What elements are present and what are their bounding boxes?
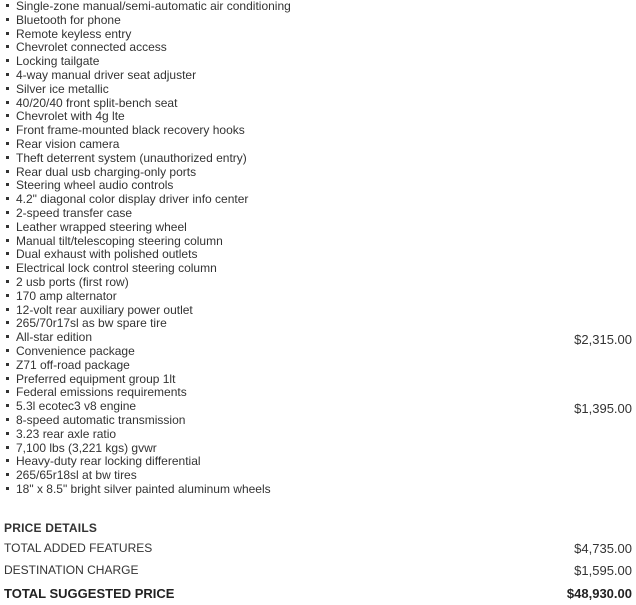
bullet-icon [6,114,9,117]
feature-item [0,290,636,304]
feature-label: Dual exhaust with polished outlets [16,247,198,262]
feature-label: 40/20/40 front split-bench seat [16,95,178,110]
feature-label: Federal emissions requirements [16,385,187,400]
bullet-icon [6,59,9,62]
feature-label: 12-volt rear auxiliary power outlet [16,302,193,317]
feature-price: $2,315.00 [574,332,632,348]
feature-item [0,317,636,331]
bullet-icon [6,363,9,366]
feature-label: Remote keyless entry [16,26,132,41]
bullet-icon [6,211,9,214]
bullet-icon [6,335,9,338]
total-suggested-price-value: $48,930.00 [566,586,632,601]
feature-item [0,0,636,14]
total-suggested-price-label: TOTAL SUGGESTED PRICE [4,586,175,601]
price-details-title: PRICE DETAILS [4,521,98,535]
feature-item [0,207,636,221]
feature-item [0,276,636,290]
bullet-icon [6,404,9,407]
feature-price: $1,395.00 [574,401,632,417]
feature-item [0,345,636,359]
bullet-icon [6,459,9,462]
total-added-features-label: TOTAL ADDED FEATURES [4,541,153,555]
feature-label: 2-speed transfer case [16,206,133,220]
feature-item [0,414,636,428]
bullet-icon [6,197,9,200]
feature-item [0,14,636,28]
feature-label: Bluetooth for phone [16,12,121,27]
bullet-icon [6,73,9,76]
bullet-icon [6,101,9,104]
feature-label: Leather wrapped steering wheel [16,219,187,234]
bullet-icon [6,280,9,283]
feature-item [0,359,636,373]
bullet-icon [6,294,9,297]
feature-label: Z71 off-road package [16,357,130,372]
bullet-icon [6,321,9,324]
bullet-icon [6,87,9,90]
bullet-icon [6,18,9,21]
feature-label: 170 amp alternator [16,288,117,303]
feature-item [0,152,636,166]
feature-label: Single-zone manual/semi-automatic air conditioning [16,0,291,13]
feature-label: Heavy-duty rear locking differential [16,454,201,469]
feature-label: Theft deterrent system (unauthorized entry) [16,150,247,165]
feature-label: Manual tilt/telescoping steering column [16,233,223,248]
bullet-icon [6,128,9,131]
feature-label: Chevrolet with 4g lte [16,109,125,124]
bullet-icon [6,487,9,490]
bullet-icon [6,349,9,352]
bullet-icon [6,432,9,435]
feature-item [0,83,636,97]
bullet-icon [6,418,9,421]
feature-item [0,138,636,152]
total-added-features-value: $4,735.00 [574,541,632,556]
feature-label: 18" x 8.5" bright silver painted aluminum wheels [16,482,271,496]
feature-label: 265/65r18sl at bw tires [16,468,137,483]
bullet-icon [6,170,9,173]
feature-label: Rear dual usb charging-only ports [16,164,197,179]
bullet-icon [6,473,9,476]
bullet-icon [6,308,9,311]
feature-item [0,428,636,442]
feature-label: 3.23 rear axle ratio [16,426,117,441]
feature-label: Electrical lock control steering column [16,261,217,276]
bullet-icon [6,377,9,380]
feature-label: 5.3l ecotec3 v8 engine [16,399,137,414]
feature-label: Convenience package [16,344,135,358]
feature-label: Locking tailgate [16,54,100,69]
feature-label: 2 usb ports (first row) [16,275,129,289]
feature-item [0,69,636,83]
feature-label: 265/70r17sl as bw spare tire [16,316,167,331]
feature-item [0,221,636,235]
feature-label: Silver ice metallic [16,81,109,96]
price-details [0,518,636,605]
bullet-icon [6,4,9,7]
feature-label: Front frame-mounted black recovery hooks [16,123,245,138]
total-suggested-price-row [0,586,636,604]
feature-label: Chevrolet connected access [16,40,167,55]
bullet-icon [6,252,9,255]
destination-charge-value: $1,595.00 [574,563,632,578]
feature-label: 8-speed automatic transmission [16,413,186,427]
feature-item [0,483,636,497]
bullet-icon [6,183,9,186]
destination-charge-label: DESTINATION CHARGE [4,563,139,577]
feature-label: 7,100 lbs (3,221 kgs) gvwr [16,440,157,455]
feature-label: All-star edition [16,330,93,345]
destination-charge-row [0,563,636,581]
bullet-icon [6,156,9,159]
bullet-icon [6,266,9,269]
bullet-icon [6,32,9,35]
bullet-icon [6,239,9,242]
bullet-icon [6,446,9,449]
bullet-icon [6,142,9,145]
bullet-icon [6,45,9,48]
feature-label: 4-way manual driver seat adjuster [16,68,197,82]
bullet-icon [6,225,9,228]
feature-label: 4.2" diagonal color display driver info center [16,192,249,207]
total-added-features-row [0,541,636,559]
bullet-icon [6,390,9,393]
feature-label: Rear vision camera [16,137,120,151]
feature-label: Steering wheel audio controls [16,178,174,193]
feature-label: Preferred equipment group 1lt [16,371,176,386]
